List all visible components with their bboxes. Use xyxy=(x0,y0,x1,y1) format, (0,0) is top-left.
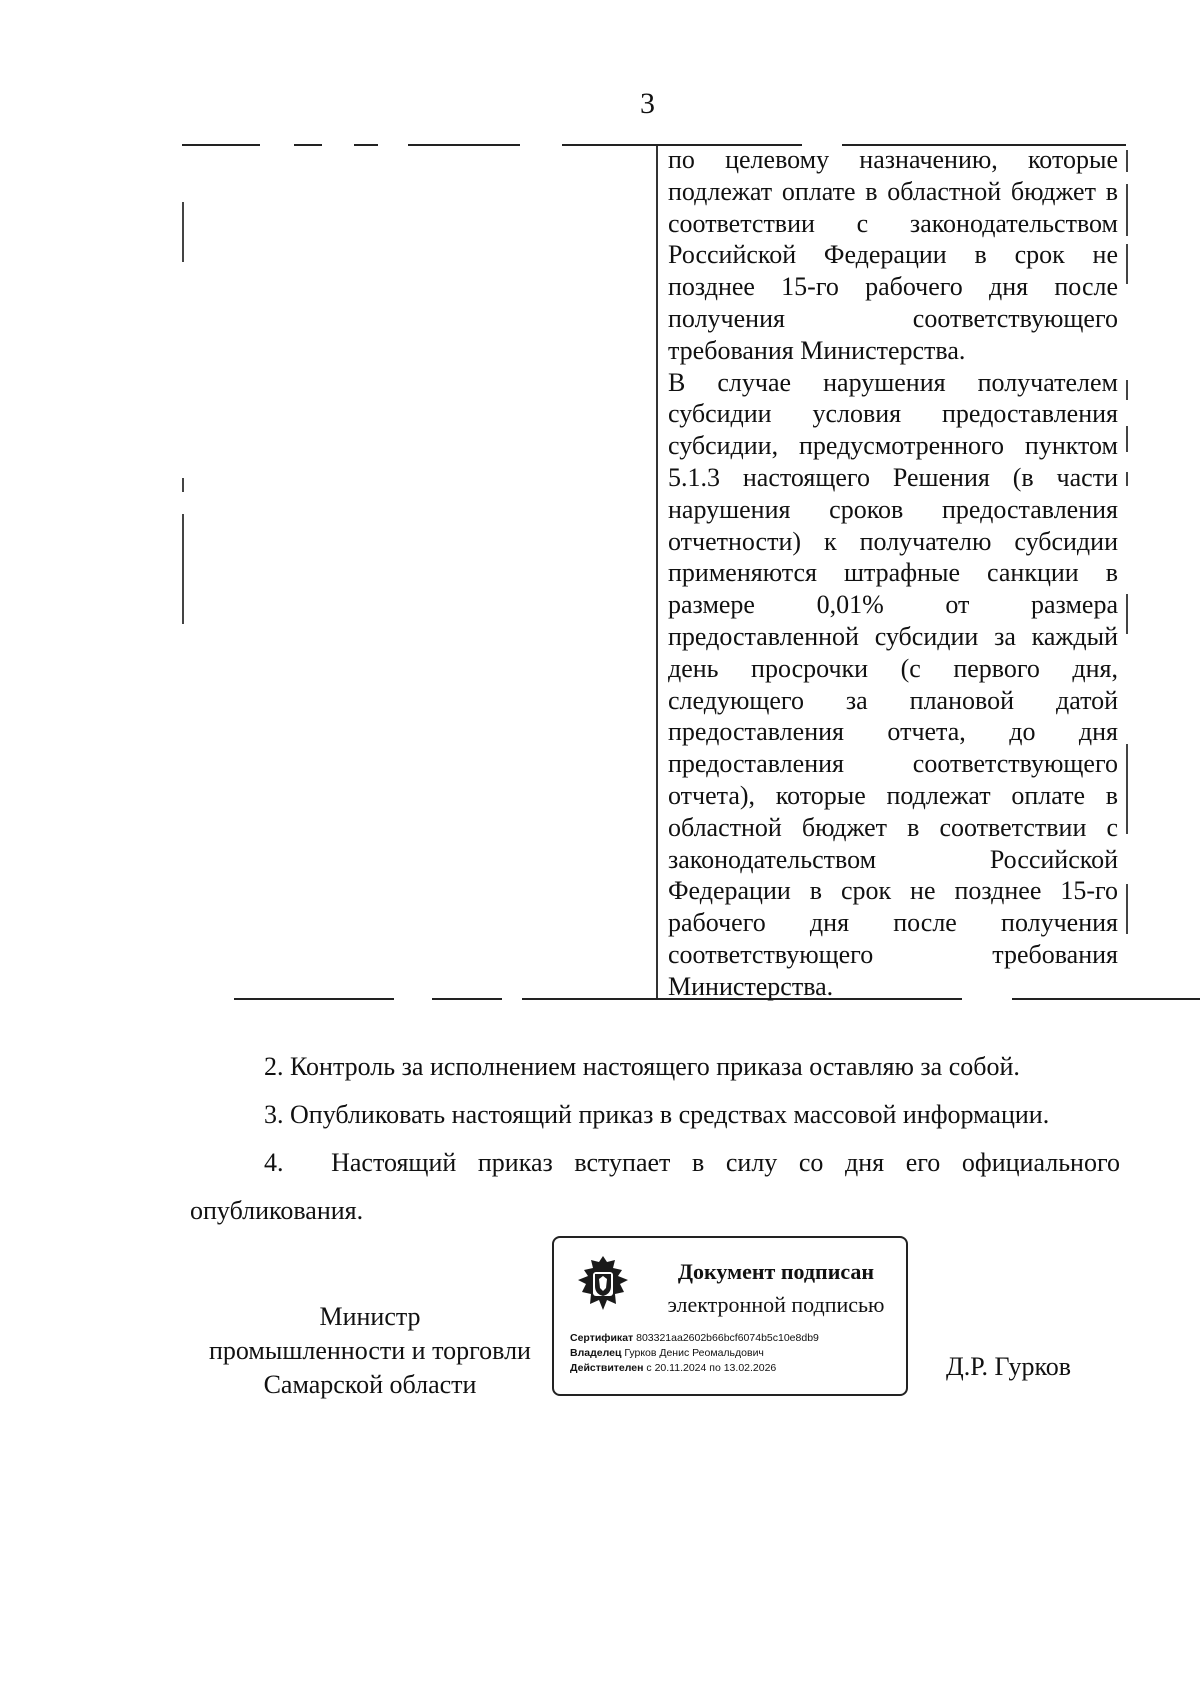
table-top-rule xyxy=(354,144,378,146)
signer-name: Д.Р. Гурков xyxy=(946,1352,1072,1381)
table-fragment xyxy=(182,144,1128,1006)
position-line: промышленности и торговли xyxy=(209,1336,531,1365)
owner-label: Владелец xyxy=(570,1347,622,1359)
order-items xyxy=(190,1043,1120,1235)
table-right-border xyxy=(1126,184,1128,236)
table-right-border xyxy=(1126,150,1128,172)
table-top-rule xyxy=(408,144,520,146)
table-top-rule xyxy=(294,144,322,146)
table-right-border xyxy=(1126,472,1128,486)
position-line: Самарской области xyxy=(263,1370,477,1399)
table-bottom-rule xyxy=(432,998,502,1000)
order-item: 4. Настоящий приказ вступает в силу со дня его официального опубликования. xyxy=(190,1148,1120,1225)
signatory-position xyxy=(190,1300,550,1402)
cell-paragraph: В случае нарушения получателем субсидии условия предоставления субсидии, предусмотренного пунктом 5.1.3 настоящего Решения (в части нарушения сроков предоставления отчетности) к получателю субсидии применяются штрафные санкции в размере 0,01% от размера предоставленной субсидии за каждый день просрочки (с первого дня, следующего за плановой датой предоставления отчета, до дня предоставления соответствующего отчета), которые подлежат оплате в областной бюджет в соответствии с законодательством Российской Федерации в срок не позднее 15-го рабочего дня после получения соответствующего требования Министерства. xyxy=(668,367,1118,1001)
owner-value: Гурков Денис Реомальдович xyxy=(624,1347,764,1359)
table-bottom-rule xyxy=(234,998,394,1000)
validity-label: Действителен xyxy=(570,1362,644,1374)
table-left-border xyxy=(182,514,184,624)
owner-line xyxy=(570,1347,900,1360)
order-item: 3. Опубликовать настоящий приказ в средствах массовой информации. xyxy=(264,1100,1050,1129)
position-line: Министр xyxy=(319,1302,421,1331)
table-right-border xyxy=(1126,744,1128,834)
certificate-value: 803321aa2602b66bcf6074b5c10e8db9 xyxy=(636,1332,819,1344)
table-cell-right xyxy=(668,144,1118,1003)
page-number: 3 xyxy=(640,87,655,120)
table-left-border xyxy=(182,478,184,492)
electronic-signature-stamp xyxy=(552,1236,908,1396)
table-column-divider xyxy=(656,146,658,998)
table-right-border xyxy=(1126,380,1128,400)
table-right-border xyxy=(1126,244,1128,284)
stamp-subheading: электронной подписью xyxy=(667,1292,885,1317)
certificate-label: Сертификат xyxy=(570,1332,634,1344)
table-top-rule xyxy=(182,144,260,146)
table-right-border xyxy=(1126,426,1128,452)
stamp-heading: Документ подписан xyxy=(677,1259,875,1284)
cell-paragraph: по целевому назначению, которые подлежат оплате в областной бюджет в соответствии с законодательством Российской Федерации в срок не позднее 15-го рабочего дня после получения соответствующего требования Министерства. xyxy=(668,145,1118,365)
validity-line xyxy=(570,1362,900,1375)
order-item: 2. Контроль за исполнением настоящего приказа оставляю за собой. xyxy=(264,1052,1020,1081)
certificate-line xyxy=(570,1332,900,1345)
validity-value: с 20.11.2024 по 13.02.2026 xyxy=(646,1362,777,1374)
table-right-border xyxy=(1126,594,1128,634)
samara-coat-of-arms-icon xyxy=(572,1252,634,1314)
table-left-border xyxy=(182,202,184,262)
table-right-border xyxy=(1126,884,1128,934)
